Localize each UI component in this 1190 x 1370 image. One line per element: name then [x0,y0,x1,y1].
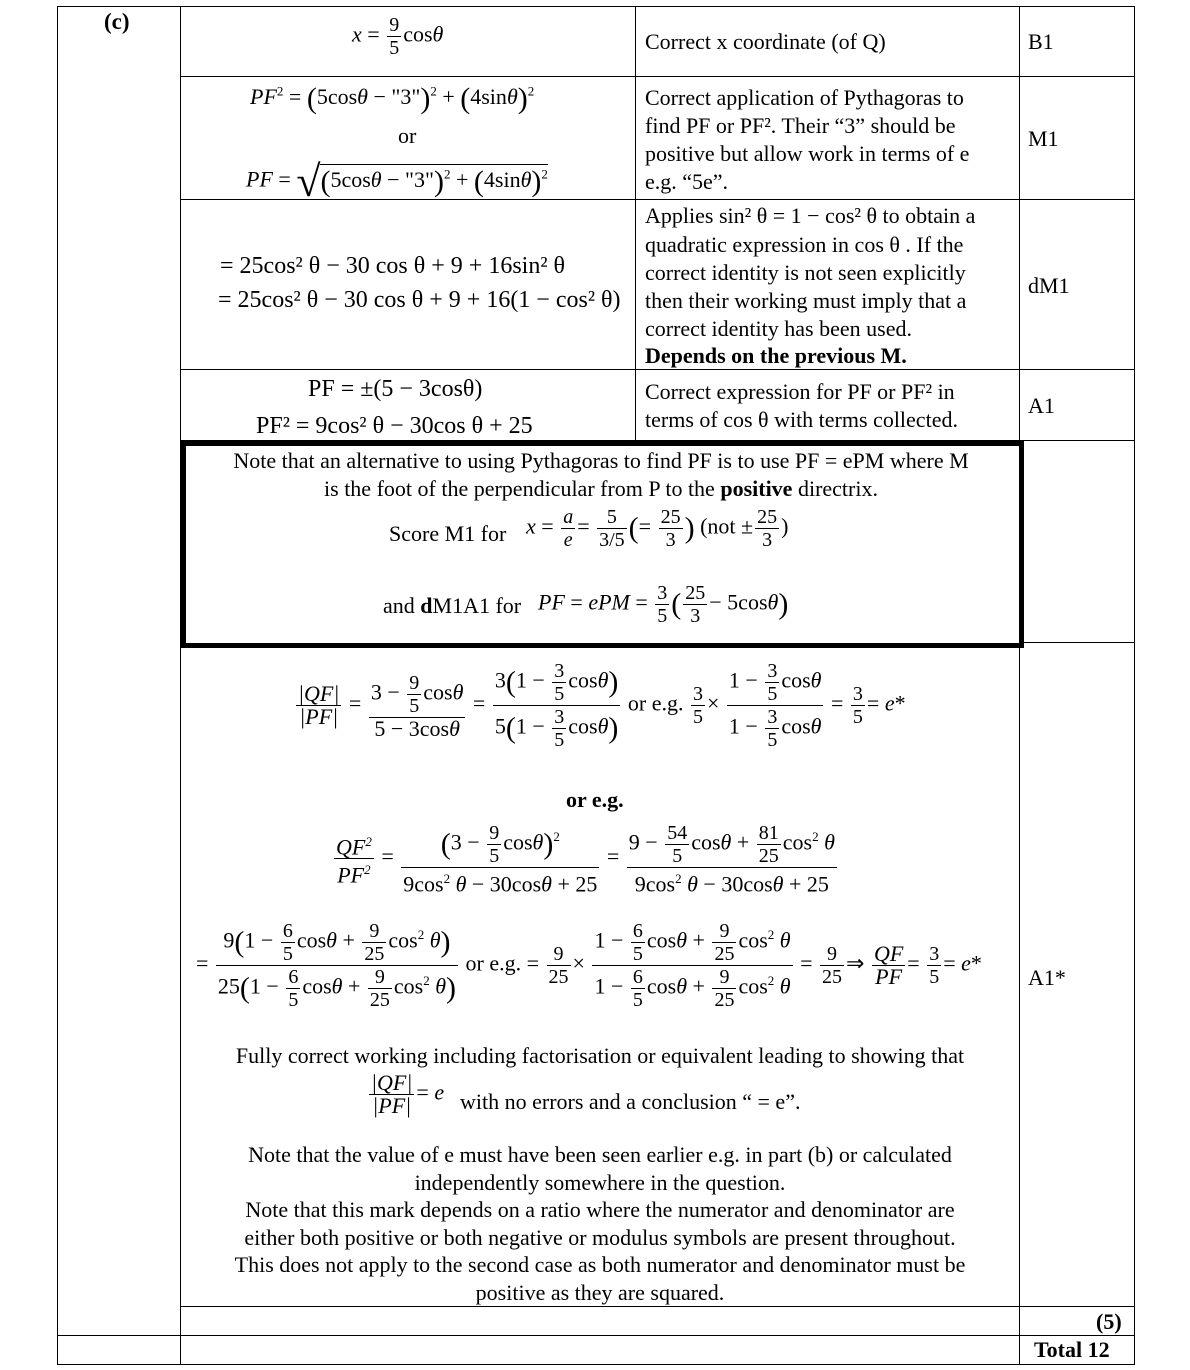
final-note-1: Note that the value of e must have been seen earlier e.g. in part (b) or calculated [248,1142,952,1167]
note-line-2: is the foot of the perpendicular from P to the positive directrix. [324,476,878,501]
row2-guidance-1: Correct application of Pythagoras to [645,85,964,110]
row4-working-1: PF = ±(5 − 3cosθ) [308,376,483,402]
fully-correct-text-2: with no errors and a conclusion “ = e”. [460,1089,801,1114]
note-score-m1-label: Score M1 for [389,521,507,546]
note-score-m1-expr: x = $\frac{a}{e}$ = $\frac{5}{3/5}$ (= $\frac{25}{3}$ ) (not ± $\frac{25}{3}$ ) [526,506,789,551]
final-note-4: either both positive or both negative or modulus symbols are present throughout. [244,1225,956,1250]
fully-correct-ratio: $\frac{|QF|}{|PF|}$ = e [371,1070,445,1118]
row3-guidance-5: correct identity has been used. [645,316,912,341]
row2-guidance-3: positive but allow work in terms of e [645,141,970,166]
row2-working-pf: PF = √(5cosθ − "3")$^2$ + $(4\sin\theta)^2$ [246,157,548,206]
row3-guidance-bold: Depends on the previous M. [645,343,907,368]
row3-guidance-3: correct identity is not seen explicitly [645,260,966,285]
note-line-1: Note that an alternative to using Pythagoras to find PF is to use PF = ePM where M [233,448,969,473]
row2-working-pf-squared: $PF^2 = (5\cos\theta$ − "3")$^2$ + $(4\sin\theta)^2$ [250,82,535,115]
row2-guidance-4: e.g. “5e”. [645,169,729,194]
row4-working-2: PF² = 9cos² θ − 30cos θ + 25 [256,413,533,439]
final-note-5: This does not apply to the second case as both numerator and denominator must be [234,1252,966,1277]
final-note-2: independently somewhere in the question. [414,1170,786,1195]
part-label: (c) [104,9,130,34]
row4-guidance-2: terms of cos θ with terms collected. [645,407,958,432]
row4-mark: A1 [1028,393,1055,418]
row4-guidance-1: Correct expression for PF or PF² in [645,379,955,404]
note-score-dm1-label: and dM1A1 for [383,593,522,618]
note-score-dm1-expr: PF = ePM = $\frac{3}{5}$ ( $\frac{25}{3}$ − 5cosθ) [538,582,789,627]
row3-mark: dM1 [1028,273,1070,298]
or-eg-label: or e.g. [566,787,624,812]
squared-ratio-expression: $\frac{QF^2}{PF^2}$ = (3 − $\frac{9}{5}$ cosθ)$^2$ $9\cos^2$ θ − 30cosθ + 25 = 9 − $\frac{54}{5}$ cosθ + $\frac{81}{25}$ $\cos^2 \theta$ $9\cos^2$ θ − 30cosθ + 25 [336,822,835,897]
part-total: (5) [1096,1309,1122,1334]
row3-working-1: = 25cos² θ − 30 cos θ + 9 + 16sin² θ [220,253,566,279]
row3-guidance-2: quadratic expression in cos θ . If the [645,232,964,257]
final-note-6: positive as they are squared. [475,1280,725,1305]
row1-working: x = $\frac{9}{5}$ cosθ [352,14,444,59]
row3-guidance-1: Applies sin² θ = 1 − cos² θ to obtain a [645,203,976,228]
row2-guidance-2: find PF or PF². Their “3” should be [645,113,956,138]
row1-mark: B1 [1028,29,1054,54]
factorised-ratio-expression: = 9(1 − $\frac{6}{5}$ cosθ + $\frac{9}{25}$ $\cos^2 \theta$) 25(1 − $\frac{6}{5}$ cosθ + $\frac{9}{25}$ $\cos^2 \theta$) or e.g. = $\frac{9}{25}$ × 1 − $\frac{6}{5}$ cosθ + $\frac{9}{25}$ $\cos^2 \theta$ 1 − $\frac{6}{5}$ cosθ + $\frac{9}{25}$ $\cos^2 \theta$ = $\frac{9}{25}$ ⇒ $\frac{QF}{PF}$ = $\frac{3}{5}$ = e* [196,920,982,1011]
row2-mark: M1 [1028,126,1059,151]
fully-correct-text: Fully correct working including factorisation or equivalent leading to showing that [235,1043,965,1068]
row3-guidance-4: then their working must imply that a [645,288,967,313]
row2-or: or [398,123,417,148]
grand-total: Total 12 [1034,1337,1110,1362]
ratio-expression: $\frac{|QF|}{|PF|}$ = 3 − $\frac{9}{5}$ cosθ 5 − 3cosθ = 3(1 − $\frac{3}{5}$ cosθ) 5(1 − $\frac{3}{5}$ cosθ) or e.g. $\frac{3}{5}$ × 1 − $\frac{3}{5}$ cosθ 1 − $\frac{3}{5}$ cosθ = $\frac{3}{5}$ = e* [298,660,906,751]
row1-guidance: Correct x coordinate (of Q) [645,29,886,54]
final-mark: A1* [1028,965,1066,990]
final-note-3: Note that this mark depends on a ratio where the numerator and denominator are [245,1197,955,1222]
row3-working-2: = 25cos² θ − 30 cos θ + 9 + 16(1 − cos² θ) [218,287,621,313]
